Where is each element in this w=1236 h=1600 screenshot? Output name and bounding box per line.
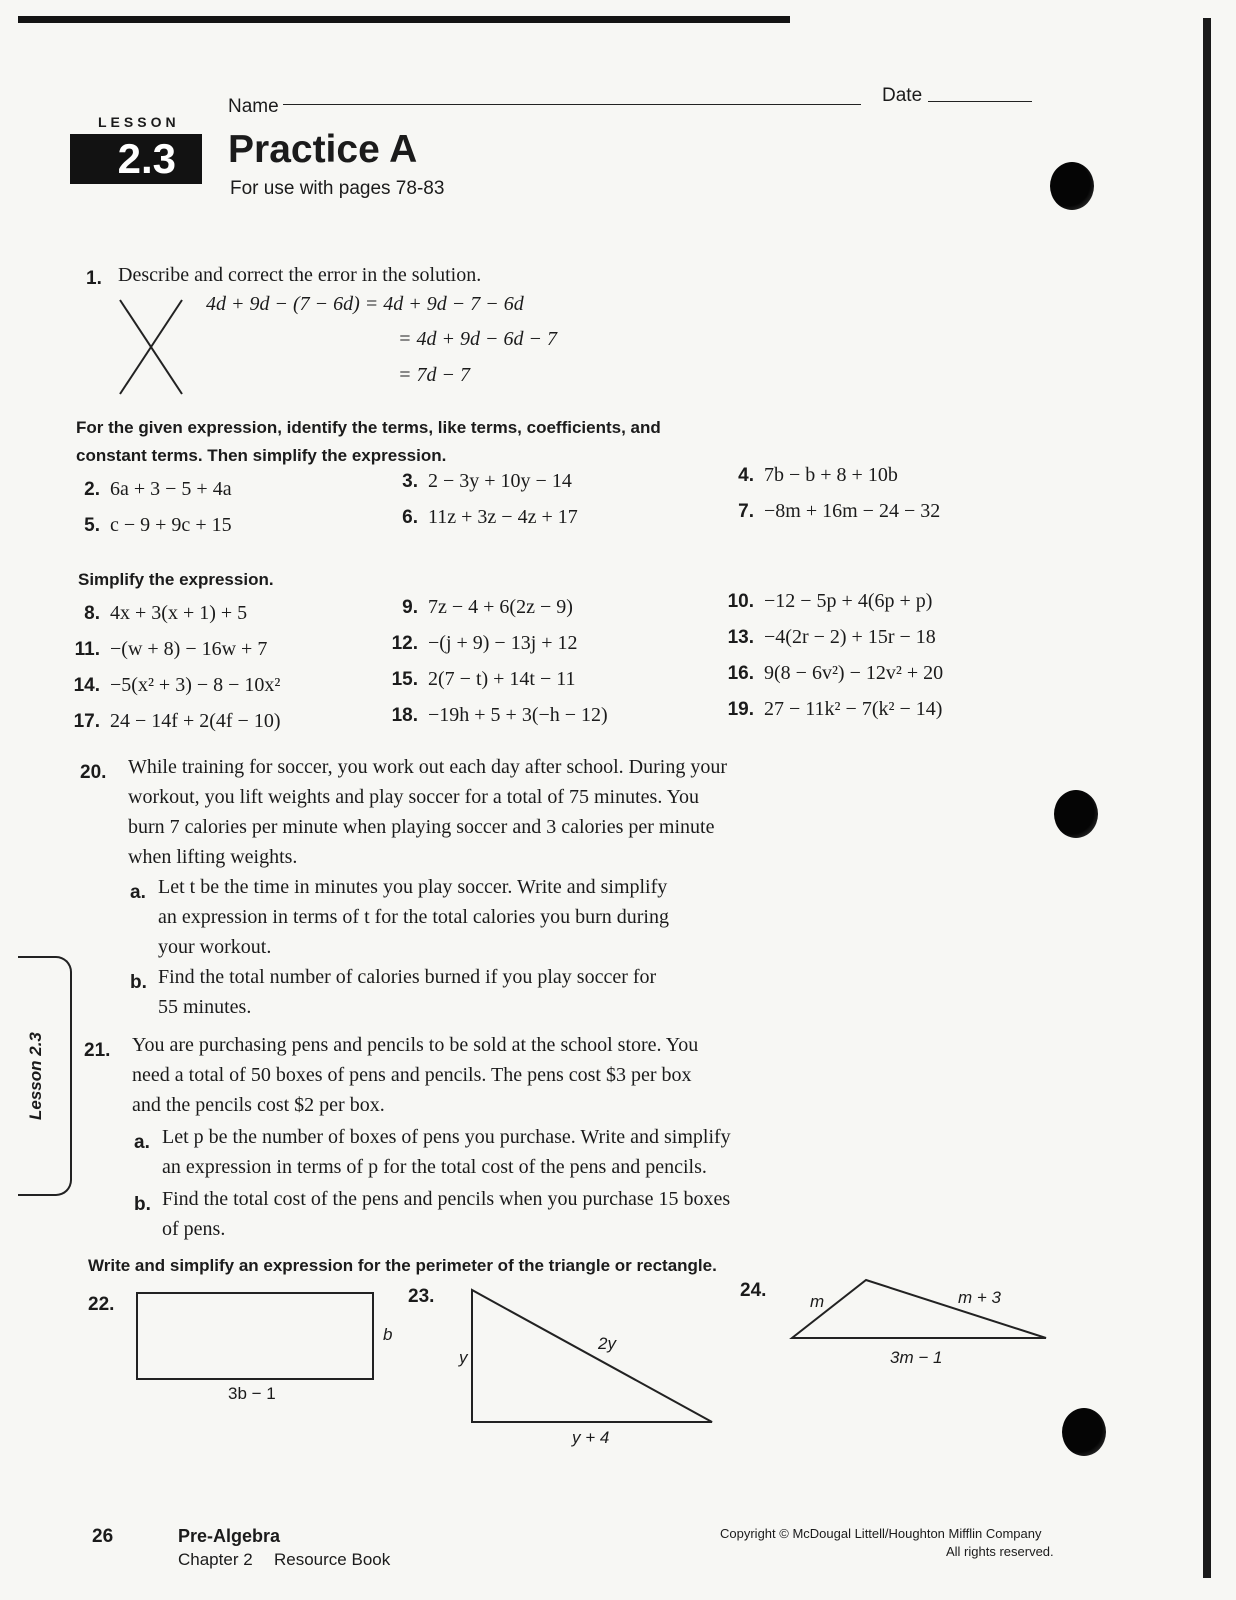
exercise-item: 12. −(j + 9) − 13j + 12 [391, 632, 578, 654]
binder-hole-top [1050, 162, 1094, 210]
exercise-item: 3. 2 − 3y + 10y − 14 [402, 470, 572, 492]
exercise-item: 2. 6a + 3 − 5 + 4a [84, 478, 232, 500]
part-label: b. [134, 1194, 151, 1215]
section-1-instructions-line-1: For the given expression, identify the terms, like terms, coefficients, and [76, 418, 661, 437]
exercise-item: 5. c − 9 + 9c + 15 [84, 514, 232, 536]
name-label: Name [228, 96, 279, 117]
problem-21-line-2: need a total of 50 boxes of pens and pencils. The pens cost $3 per box [132, 1064, 692, 1086]
problem-21b-line-1: Find the total cost of the pens and pencils when you purchase 15 boxes [162, 1188, 731, 1210]
top-rule [18, 16, 790, 23]
exercise-item: 7. −8m + 16m − 24 − 32 [738, 500, 941, 522]
exercise-item: 14. −5(x² + 3) − 8 − 10x² [73, 674, 281, 696]
problem-number: 20. [80, 762, 107, 783]
exercise-item: 10. −12 − 5p + 4(6p + p) [727, 590, 933, 612]
problem-number: 24. [740, 1280, 767, 1301]
lesson-label: LESSON [98, 114, 180, 130]
page-title: Practice A [228, 128, 418, 171]
lesson-badge [70, 134, 202, 184]
rectangle-side-label: b [383, 1325, 393, 1344]
name-field[interactable] [283, 104, 861, 105]
page-number: 26 [92, 1526, 114, 1547]
page-edge [1203, 18, 1211, 1578]
part-label: b. [130, 972, 147, 993]
exercise-item: 16. 9(8 − 6v²) − 12v² + 20 [727, 662, 944, 684]
part-label: a. [130, 882, 146, 903]
error-cross-icon [116, 296, 188, 398]
exercise-item: 6. 11z + 3z − 4z + 17 [402, 506, 578, 528]
solution-line-3: = 7d − 7 [398, 364, 470, 386]
problem-20a-line-3: your workout. [158, 936, 272, 958]
obtuse-triangle-figure [786, 1274, 1052, 1344]
problem-number: 1. [86, 268, 102, 289]
triangle-left-label: m [810, 1292, 825, 1311]
date-label: Date [882, 85, 923, 106]
page-subtitle: For use with pages 78-83 [230, 178, 445, 199]
problem-21b-line-2: of pens. [162, 1218, 226, 1240]
triangle-bottom-label: y + 4 [572, 1428, 610, 1447]
lesson-number: 2.3 [117, 135, 176, 182]
rights-text: All rights reserved. [946, 1544, 1054, 1559]
problem-20b-line-2: 55 minutes. [158, 996, 252, 1018]
exercise-item: 9. 7z − 4 + 6(2z − 9) [402, 596, 573, 618]
binder-hole-middle [1054, 790, 1098, 838]
problem-number: 22. [88, 1294, 115, 1315]
problem-20-line-2: workout, you lift weights and play soccer for a total of 75 minutes. You [128, 786, 700, 808]
chapter-label: Chapter 2 [178, 1550, 253, 1569]
problem-20-line-4: when lifting weights. [128, 846, 298, 868]
section-1-instructions-line-2: constant terms. Then simplify the expression. [76, 446, 447, 465]
problem-number: 23. [408, 1286, 435, 1307]
resource-label: Resource Book [274, 1550, 391, 1569]
rectangle-figure [130, 1286, 380, 1386]
right-triangle-figure [466, 1284, 716, 1434]
triangle-bottom-label: 3m − 1 [890, 1348, 943, 1367]
exercise-item: 11. −(w + 8) − 16w + 7 [74, 638, 268, 660]
date-field[interactable] [928, 101, 1032, 102]
exercise-item: 18. −19h + 5 + 3(−h − 12) [391, 704, 608, 726]
problem-1-text: Describe and correct the error in the solution. [118, 264, 482, 286]
rectangle-bottom-label: 3b − 1 [228, 1384, 276, 1403]
problem-20-line-1: While training for soccer, you work out each day after school. During your [128, 756, 728, 778]
binder-hole-bottom [1062, 1408, 1106, 1456]
solution-line-2: = 4d + 9d − 6d − 7 [398, 328, 557, 350]
copyright-text: Copyright © McDougal Littell/Houghton Mifflin Company [720, 1526, 1042, 1541]
triangle-hypotenuse-label: 2y [598, 1334, 616, 1353]
lesson-side-label: Lesson 2.3 [26, 1032, 45, 1120]
exercise-item: 13. −4(2r − 2) + 15r − 18 [727, 626, 936, 648]
problem-number: 21. [84, 1040, 111, 1061]
problem-20b-line-1: Find the total number of calories burned if you play soccer for [158, 966, 657, 988]
part-label: a. [134, 1132, 150, 1153]
exercise-item: 15. 2(7 − t) + 14t − 11 [391, 668, 576, 690]
problem-21a-line-1: Let p be the number of boxes of pens you purchase. Write and simplify [162, 1126, 731, 1148]
problem-20a-line-1: Let t be the time in minutes you play soccer. Write and simplify [158, 876, 668, 898]
triangle-right-label: m + 3 [958, 1288, 1001, 1307]
exercise-item: 17. 24 − 14f + 2(4f − 10) [73, 710, 281, 732]
triangle-left-label: y [459, 1348, 468, 1367]
problem-20-line-3: burn 7 calories per minute when playing soccer and 3 calories per minute [128, 816, 715, 838]
exercise-item: 8. 4x + 3(x + 1) + 5 [84, 602, 248, 624]
problem-20a-line-2: an expression in terms of t for the total calories you burn during [158, 906, 669, 928]
problem-21-line-3: and the pencils cost $2 per box. [132, 1094, 385, 1116]
exercise-item: 19. 27 − 11k² − 7(k² − 14) [727, 698, 943, 720]
problem-21a-line-2: an expression in terms of p for the total cost of the pens and pencils. [162, 1156, 707, 1178]
section-2-instructions: Simplify the expression. [78, 570, 274, 589]
section-3-instructions: Write and simplify an expression for the perimeter of the triangle or rectangle. [88, 1256, 717, 1275]
book-title: Pre-Algebra [178, 1526, 281, 1546]
exercise-item: 4. 7b − b + 8 + 10b [738, 464, 898, 486]
problem-21-line-1: You are purchasing pens and pencils to be sold at the school store. You [132, 1034, 699, 1056]
solution-line-1: 4d + 9d − (7 − 6d) = 4d + 9d − 7 − 6d [206, 293, 524, 315]
